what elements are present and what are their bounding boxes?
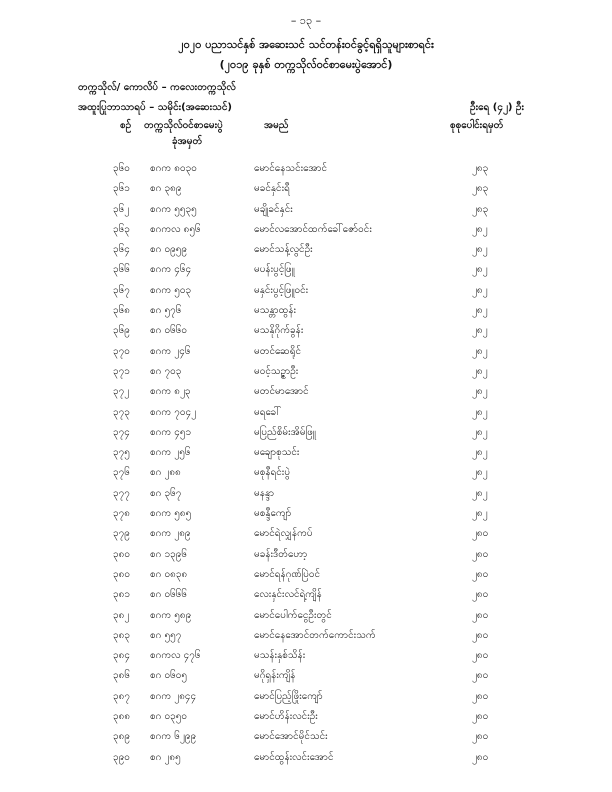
table-row	[0, 239, 612, 259]
row-number: ၃၆၈	[113, 305, 130, 317]
total-marks: ၂၈၀	[472, 629, 489, 641]
student-name: မောင်ပြည့်ဖြိုးကျော်	[254, 690, 323, 702]
row-number: ၃၆၇	[113, 284, 130, 296]
roll-number: စဂ ၃၈၉	[150, 183, 182, 195]
student-name: မောင်ရဲလျှန်ကပ်	[254, 528, 313, 540]
total-marks: ၂၈၂	[472, 508, 488, 520]
total-marks: ၂၈၂	[472, 345, 488, 357]
roll-number: စဂက ၅၀၃	[150, 284, 192, 296]
roll-number: စဂက ၂၈၄၄	[150, 690, 197, 702]
total-marks: ၂၈၀	[472, 609, 489, 621]
row-number: ၃၆၃	[113, 223, 130, 235]
student-name: မသန်းနှစ်သိန်း	[254, 650, 306, 662]
page-number: – ၁၃ –	[290, 14, 322, 27]
row-number: ၃၇၉	[113, 528, 130, 540]
total-marks: ၂၈၂	[472, 447, 488, 459]
student-name: မောင်ရန်ဂုဏ်ပြဲဝင်	[254, 568, 321, 580]
table-header	[0, 118, 612, 152]
row-number: ၃၆၆	[113, 264, 130, 276]
table-row	[0, 442, 612, 462]
row-number: ၃၇၇	[113, 487, 130, 499]
university-line: တက္ကသိုလ်/ ကောလိပ် – ကလေးတက္ကသိုလ်	[78, 82, 236, 93]
row-number: ၃၆၄	[113, 244, 130, 256]
table-row	[0, 686, 612, 706]
roll-number: စဂ ၀၆၆၆	[150, 589, 188, 601]
header-roll: တက္ကသိုလ်ဝင်စာမေးပွဲ	[144, 120, 223, 131]
row-number: ၃၈၆	[113, 670, 130, 682]
roll-number: စဂကလ ၄၇၆	[150, 650, 201, 662]
roll-number: စဂ ၀၈၃၈	[150, 568, 188, 580]
roll-number: စဂ ၅၅၇	[150, 629, 182, 641]
roll-number: စဂ ၇၀၃	[150, 365, 182, 377]
table-row	[0, 341, 612, 361]
student-name: မပြည်စိမ်းအိမ်ဖြူ	[254, 426, 316, 438]
total-marks: ၂၈၀	[472, 589, 489, 601]
total-marks: ၂၈၂	[472, 487, 488, 499]
total-marks: ၂၈၂	[472, 365, 488, 377]
total-marks: ၂၈၀	[472, 711, 489, 723]
table-row	[0, 605, 612, 625]
student-name: မောင်ဟိန်းလင်းဦး	[254, 711, 318, 723]
header-name: အမည်	[264, 120, 289, 131]
row-number: ၃၈၉	[113, 731, 130, 743]
table-row	[0, 726, 612, 746]
total-marks: ၂၈၂	[472, 284, 488, 296]
roll-number: စဂ ၃၆၇	[150, 487, 182, 499]
table-row	[0, 320, 612, 340]
table-row	[0, 219, 612, 239]
row-number: ၃၇၆	[113, 467, 130, 479]
total-marks: ၂၈၀	[472, 650, 489, 662]
table-row	[0, 280, 612, 300]
row-number: ၃၆၁	[113, 183, 130, 195]
total-marks: ၂၈၀	[472, 568, 489, 580]
total-marks: ၂၈၂	[472, 386, 488, 398]
row-number: ၃၇၅	[113, 447, 130, 459]
student-name: မောင်အောင်မိုင်သင်း	[254, 731, 328, 743]
roll-number: စဂ ၂၈၈	[150, 467, 181, 479]
roll-number: စဂ ၂၈၅	[150, 751, 181, 763]
student-name: မခန်းဒီတ်ဟော့	[254, 548, 308, 560]
table-row	[0, 625, 612, 645]
roll-number: စဂ ၅၇၆	[150, 305, 182, 317]
student-name: မနန္ဒာ	[254, 487, 275, 499]
roll-number: စဂက ၅၈၉	[150, 609, 192, 621]
total-marks: ၂၈၀	[472, 528, 489, 540]
roll-number: စဂက ၇၀၄၂	[150, 406, 197, 418]
roll-number: စဂကလ ၈၅၆	[150, 223, 201, 235]
total-marks: ၂၈၀	[472, 751, 489, 763]
roll-number: စဂက ၆၂၉၉	[150, 731, 197, 743]
roll-number: စဂက ၈၀၃၀	[150, 163, 197, 174]
roll-number: စဂ ၁၃၉၆	[150, 548, 188, 560]
total-marks: ၂၈၀	[472, 731, 489, 743]
student-name: မခင်နှင်းရီ	[254, 183, 290, 195]
table-row	[0, 361, 612, 381]
document-title: ၂၀၂၀ ပညာသင်နှစ် အဆေးသင် သင်တန်းဝင်ခွင့်ရရှိသူများစာရင်း	[178, 38, 434, 51]
row-number: ၃၈၂	[113, 609, 130, 621]
student-name: မောင်နေအောင်တက်ကောင်းသက်	[254, 629, 376, 641]
student-name: မောင်သန့်လွင်ဦး	[254, 244, 313, 256]
student-name: မစန္ဒီကျော်	[254, 508, 292, 520]
document-subtitle: (၂၀၁၉ ခုနှစ် တက္ကသိုလ်ဝင်စာမေးပွဲအောင်)	[219, 58, 393, 71]
roll-number: စဂ ၀၉၅၉	[150, 244, 188, 256]
roll-number: စဂ ၀၃၅၀	[150, 711, 188, 723]
table-row	[0, 381, 612, 401]
table-row	[0, 483, 612, 503]
row-number: ၃၆၉	[113, 325, 130, 337]
student-name: မချိုခင်နှင်း	[254, 203, 293, 215]
table-row	[0, 199, 612, 219]
table-row	[0, 158, 612, 178]
row-number: ၃၆၂	[113, 203, 130, 215]
total-marks: ၂၈၂	[472, 264, 488, 276]
roll-number: စဂက ၄၅၁	[150, 426, 192, 438]
roll-number: စဂက ၅၈၅	[150, 508, 192, 520]
row-number: ၃၇၂	[113, 386, 130, 398]
total-marks: ၂၈၀	[472, 690, 489, 702]
row-number: ၃၈၄	[113, 650, 130, 662]
total-marks: ၂၈၀	[472, 548, 489, 560]
total-marks: ၂၈၂	[472, 305, 488, 317]
category-row	[78, 100, 524, 116]
table-row	[0, 462, 612, 482]
roll-number: စဂက ၅၅၃၅	[150, 203, 197, 215]
row-number: ၃၈၁	[113, 589, 130, 601]
table-row	[0, 402, 612, 422]
row-number: ၃၈၃	[113, 629, 130, 641]
student-name: မောင်ပေါက်ငွေဦးတွင်	[254, 609, 332, 621]
total-marks: ၂၈၃	[472, 163, 489, 174]
row-number: ၃၆၀	[113, 163, 130, 174]
table-row	[0, 523, 612, 543]
row-number: ၃၈၀	[113, 548, 130, 560]
table-row	[0, 422, 612, 442]
table-row	[0, 503, 612, 523]
total-marks: ၂၈၂	[472, 426, 488, 438]
roll-number: စဂက ၂၈၉	[150, 528, 191, 540]
roll-number: စဂက ၈၂၃	[150, 386, 191, 398]
student-name: မချောစုသင်း	[254, 447, 300, 459]
student-name: မောင်နေသင်းအောင်	[254, 163, 328, 174]
student-name: မတင်မာအောင်	[254, 386, 309, 398]
roll-number: စဂ ၀၆၆၀	[150, 325, 188, 337]
table-row	[0, 300, 612, 320]
roll-number: စဂက ၄၆၄	[150, 264, 192, 276]
row-number: ၃၉၀	[113, 751, 130, 763]
roll-number: စဂက ၂၅၆	[150, 447, 191, 459]
roll-number: စဂက ၂၄၆	[150, 345, 191, 357]
student-name: မတင်ဆေရိုင်	[254, 345, 301, 357]
student-name: မဝင့်သဉ္ဇာဦး	[254, 365, 299, 377]
student-name: မောင်လအောင်ထက်ခေါ်ဇော်ဝင်း	[254, 223, 372, 235]
row-number: ၃၇၃	[113, 406, 130, 418]
table-row	[0, 645, 612, 665]
total-marks: ၂၈၃	[472, 183, 489, 195]
row-number: ၃၇၁	[113, 365, 130, 377]
header-roll-line2: ခုံအမှတ်	[172, 136, 203, 147]
table-row	[0, 665, 612, 685]
student-name: မဂိုရှန်းကျိန်	[254, 670, 296, 682]
table-row	[0, 747, 612, 767]
student-name: မရခေါ်	[254, 406, 281, 418]
student-name: မောင်ထွန်းလင်းအောင်	[254, 751, 334, 763]
total-marks: ၂၈၃	[472, 203, 489, 215]
table-row	[0, 259, 612, 279]
student-name: မသန္တာထွန်း	[254, 305, 297, 317]
row-number: ၃၈၈	[113, 711, 131, 723]
student-name: မစုနီရင်းပွဲ	[254, 467, 291, 479]
student-name: မသနိုဂိုက်ခွန်း	[254, 325, 304, 337]
total-marks: ၂၈၂	[472, 223, 488, 235]
table-row	[0, 564, 612, 584]
row-number: ၃၈၇	[113, 690, 130, 702]
header-marks: စုစုပေါင်းရမှတ်	[450, 120, 504, 131]
total-marks: ၂၈၂	[472, 325, 488, 337]
student-name: မနှင်းပွင့်ဖြူဝင်း	[254, 284, 309, 296]
student-name: လေးနှင်းလင်ရဲ့ကျိန်	[254, 589, 322, 601]
results-table	[0, 158, 612, 767]
total-marks: ၂၈၂	[472, 406, 488, 418]
table-row	[0, 706, 612, 726]
header-no: စဉ်	[120, 120, 132, 131]
total-marks: ၂၈၂	[472, 467, 488, 479]
student-name: မပန်းပွင့်ဖြူ	[254, 264, 295, 276]
row-number: ၃၇၈	[113, 508, 130, 520]
specialization-label: အထူးပြုဘာသာရပ် – သမိုင်း(အဆေးသင်)	[78, 102, 232, 113]
table-row	[0, 584, 612, 604]
table-row	[0, 178, 612, 198]
table-row	[0, 544, 612, 564]
row-number: ၃၇၀	[113, 345, 130, 357]
total-marks: ၂၈၀	[472, 670, 489, 682]
total-marks: ၂၈၂	[472, 244, 488, 256]
row-number: ၃၇၄	[113, 426, 130, 438]
roll-number: စဂ ၀၆၀၅	[150, 670, 188, 682]
row-number: ၃၈၀	[113, 568, 130, 580]
headcount-label: ဦးရေ (၄၂) ဦး	[470, 102, 524, 113]
